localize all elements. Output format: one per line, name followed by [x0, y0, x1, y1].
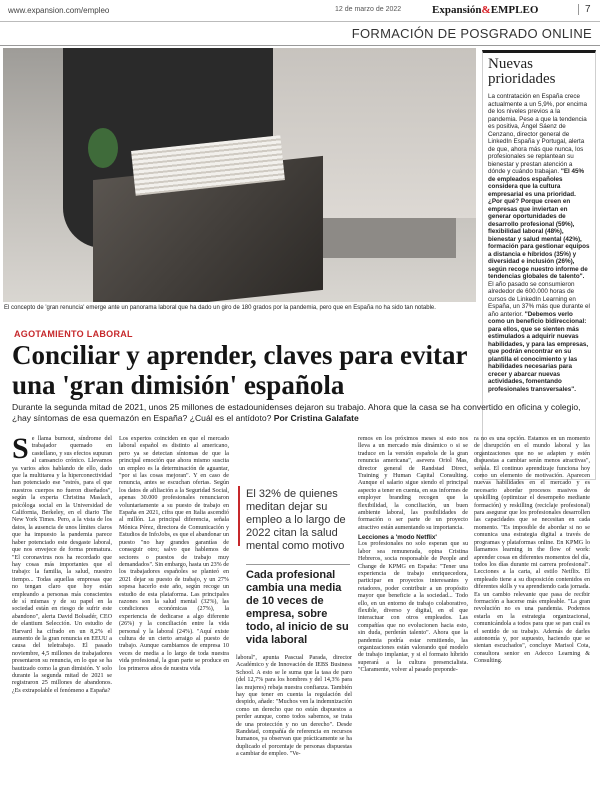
- quote-accent-bar: [238, 486, 240, 546]
- site-url[interactable]: www.expansion.com/empleo: [8, 6, 110, 15]
- byline: Por Cristina Galafate: [273, 413, 359, 423]
- page-number: 7: [578, 4, 591, 15]
- subheading: Lecciones a 'modo Netflix': [358, 534, 437, 542]
- article-column-4: remos en los próximos meses si esto nos lleva a un mercado más dinámico o si se traduce en la versión española de la gran renuncia americana", asevera Oriol Mas, director general de Randstad Direct, Training y Human Capital Consulting. Aunque el salario sigue siendo el principal aspecto a tener en cuenta, en sus informes de employer branding recogen que la flexibilidad, la conciliación, un buen ambiente laboral, las posibilidades de formación o ser parte de un proyecto atractivo están aumentando su importancia. Lecciones a 'modo Netflix' Los profesionales no solo esperan que su labor sea remunerada, opina Cristina Hebreros, socia responsable de People and Change de KPMG en España: "Tener una experiencia de trabajo enriquecedora, participar en proyectos interesantes y retadores, poder contribuir a un propósito mayor que beneficie a la sociedad... Todo ello, en un entorno de trabajo colaborativo, flexible, diverso y digital, en el que interactuar con otros empleados. Las compañías que no evolucionen hacia esto, sin duda, perderán talento". Ahora que la pandemia podría estar remitiendo, las organizaciones están valorando qué modelo de trabajo implantar, y si el formato híbrido superará a la cultura presencialista. "Claramente, volver al pasado preponde-: [358, 436, 468, 674]
- photo-caption: El concepto de 'gran renuncia' emerge ante un panorama laboral que ha dado un giro de 180 grados por la pandemia, pero que en España no ha sido tan notable.: [4, 305, 436, 311]
- article-column-1: Se llama burnout, síndrome del trabajador quemado en castellano, y sus efectos supuran al cansancio crónico. Llevamos ya varios años hablando de ello, dado que la multitarea y la hiperconectividad han potenciado ese "estrés, para el que nuestros cuerpos no fueron diseñados", según la experta Christina Maslach, psicóloga social en la Universidad de California, Berkeley, en el diario The New York Times. Pero, a la vista de los datos, la ausencia de unos límites claros que ha impuesto la pandemia parece haber potenciado este desgaste laboral, que nos envejece de forma prematura. "El coronavirus nos ha recordado que hay cosas más importantes que el trabajo: la familia, la salud, nuestro tiempo... Todas aquellas empresas que no tengan claro que hoy están empleando a personas más conscientes de sí mismas y de su papel en la sociedad están en riesgo de sufrir este abandono", alerta David Bolsadér, CEO de elantium Selección. Un estudio de Harvard ha cifrado en un 8,2% el aumento de la gran renuncia en EEUU a causa del teletrabajo. El pasado noviembre, 4,5 millones de trabajadores presentaron su renuncia, en lo que se ha bautizado como la gran dimisión. Y solo durante la segunda mitad de 2021 se registraron 25 millones de abandonos. ¿Es extrapolable el fenómeno a España?: [12, 432, 112, 694]
- issue-date: 12 de marzo de 2022: [335, 6, 402, 13]
- article-kicker: AGOTAMIENTO LABORAL: [14, 329, 133, 339]
- article-standfirst: Durante la segunda mitad de 2021, unos 25 millones de estadounidenses dejaron su trabajo. Ahora que la casa se ha convertido en oficina y colegio, ¿hay síntomas de esa quemazón en España? ¿Cuál es el antídoto? Por Cristina Galafate: [12, 402, 581, 423]
- article-headline: Conciliar y aprender, claves para evitar una 'gran dimisión' española: [12, 340, 467, 400]
- article-column-2: Los expertos coinciden en que el mercado laboral español es distinto al americano, pero ya se detectan síntomas de que la principal emoción que ahora mismo suscita un empleo es la determinación de aguantar, "por si las cosas mejoran". Y en caso de renuncia, antes se escuchan ofertas. Según los datos de afiliación a la Seguridad Social, apenas 30.000 profesionales renunciaron voluntariamente a su puesto de trabajo en España en 2021, cifra que en Italia ascendió al millón. La principal diferencia, señala Mónica Pérez, directora de Comunicación y Estudios de InfoJobs, es que el abandonar un puesto "no hay grandes garantías de conseguir otro; salvo que hablemos de sectores o puestos de trabajo muy demandados". Sin embargo, hasta un 23% de los trabajadores españoles se planteó en 2021 dejar su puesto de trabajo, y un 27% sopesa hacerlo este año, según recoge un estudio de esta plataforma. Las principales razones son la salud mental (32%), las condiciones económicas (27%), la experiencia de dedicarse a algo diferente (26%) y la conciliación entre la vida personal y la laboral (24%). "Aquí existe cultura de un cierto arraigo al puesto de trabajo. Aunque cambiamos de empresa 10 veces de media a lo largo de toda nuestra vida profesional, la gran parte se produce en los primeros años de nuestra vida: [119, 436, 230, 672]
- section-title: FORMACIÓN DE POSGRADO ONLINE: [351, 26, 592, 41]
- sidebar-title: Nuevas prioridades: [488, 56, 556, 87]
- article-photo: [3, 48, 476, 302]
- article-column-3: laboral", apunta Pascual Parada, director Académico y de Innovación de IEBS Business School. A esto se le suma que la tasa de paro (del 12,7% para los hombres y del 14,3% para las mujeres) rebaja nuestra confianza. También hay que tener en cuenta la regulación del despido, añade: "Muchos ven la indemnización como un derecho que no están dispuestos a perder aunque, como todos sabemos, se trata de una protección y no un derecho". Desde Randstad, compañía de referencia en recursos humanos, ya observan que prácticamente se ha duplicado el porcentaje de personas dispuestas a cambiar de empleo. "Ve-: [236, 655, 352, 758]
- top-bar: [0, 0, 600, 22]
- drop-cap: S: [12, 432, 29, 465]
- article-column-5: ra no es una opción. Estamos en un momento de disrupción en el mundo laboral y las organizaciones que no se adapten y estén dispuestas a cambiar serán menos atractivas", señala. El continuo aprendizaje funciona hoy como un elemento de motivación. Aparecen nuevas habilidades en el mercado y es necesario abordar procesos masivos de upskilling (optimizar el desempeño mediante formación) y reskilling (reciclaje profesional) para asegurar que los profesionales desarrollen las capacidades que se necesitan en cada momento. "Es imposible de abordar si no se comunica una estrategia digital a través de programas y plataformas online. En KPMG lo llamamos learning in the flow of work: aprender cosas en diferentes momentos del día, todos los días durante mi carrera profesional". Lecciones a la carta, al estilo Netflix. El empleado tiene a su disposición contenidos en diferentes skills y va aprendiendo cada jornada. Es un cambio relevante que pasa de recibir formación a hacerse más empleable. "La gran revolución no es una pandemia. Podemos estarla en la estrategia organizacional, comunicándola a todos para que se pan cuál es el sentido de su trabajo. Además de darles autonomía y, por supuesto, haciendo que se sientan escuchados", concluye Marisol Cota, consultora senior en Adecco Learning & Consulting.: [474, 436, 590, 665]
- section-rule: [0, 45, 600, 46]
- pull-quote-1: El 32% de quienes meditan dejar su empleo a lo largo de 2022 citan la salud mental como motivo: [246, 488, 346, 552]
- sidebar-body: La contratación en España crece actualmente a un 5,9%, por encima de los niveles previos a la pandemia. Pese a que la tendencia es positiva, Ángel Sáenz de Cenzano, director general de LinkedIn España y Portugal, alerta de que, ahora más que nunca, los profesionales se replantean su bienestar y prestan atención a dónde y cuándo trabajan. "El 45% de empleados españoles considera que la cultura empresarial es una prioridad. ¿Por qué? Porque creen en empresas que inviertan en generar oportunidades de desarrollo profesional (59%), flexibilidad laboral (48%), bienestar y salud mental (42%), formación para gestionar equipos a distancia e híbridos (35%) y diversidad e inclusión (26%), según recoge nuestro informe de tendencias globales de talento". El año pasado se consumieron alrededor de 600.000 horas de cursos de LinkedIn Learning en España, un 37% más que durante el año anterior. "Debemos verlo como un beneficio bidireccional: para ellos, que se sienten más estimulados a adquirir nuevas habilidades, y para las empresas, que podrán encontrar en su plantilla el conocimiento y las habilidades necesarias para crecer y abarcar nuevas actividades, fomentando profesionales transversales".: [488, 93, 590, 393]
- pull-quote-2: Cada profesional cambia una media de 10 veces de empresa, sobre todo, al inicio de su vida laboral: [246, 564, 350, 647]
- brand-logo: Expansión&EMPLEO: [432, 4, 539, 16]
